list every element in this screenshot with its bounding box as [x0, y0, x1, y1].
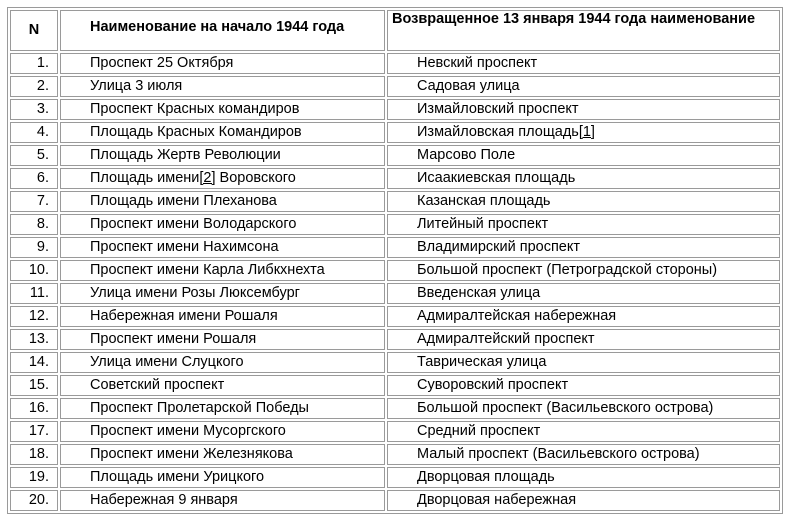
- row-number: 12.: [10, 306, 58, 327]
- top-edge: [0, 0, 786, 3]
- new-name-text: Суворовский проспект: [417, 377, 569, 393]
- old-name-cell: [60, 421, 385, 442]
- table-row: [10, 237, 780, 258]
- table-row: [10, 444, 780, 465]
- new-name-text: Казанская площадь: [417, 193, 551, 209]
- old-name-cell: [60, 145, 385, 166]
- old-name-text: Проспект имени Рошаля: [90, 331, 257, 347]
- table-wrapper: [7, 7, 783, 514]
- new-name-text: Садовая улица: [417, 78, 520, 94]
- old-name-text: Площадь имени Плеханова: [90, 193, 277, 209]
- row-number: 10.: [10, 260, 58, 281]
- new-name-text: Литейный проспект: [417, 216, 549, 232]
- street-renaming-table: [7, 7, 783, 514]
- new-name-text: Измайловская площадь: [417, 124, 579, 140]
- table-row: [10, 76, 780, 97]
- table-row: [10, 214, 780, 235]
- old-name-cell: [60, 214, 385, 235]
- old-name-text: Проспект имени Володарского: [90, 216, 297, 232]
- row-number: 6.: [10, 168, 58, 189]
- old-name-text: Советский проспект: [90, 377, 225, 393]
- old-name-cell: [60, 467, 385, 488]
- old-name-text: Набережная 9 января: [90, 492, 238, 508]
- new-name-text: Средний проспект: [417, 423, 541, 439]
- table-row: [10, 168, 780, 189]
- row-number: 9.: [10, 237, 58, 258]
- old-name-cell: [60, 122, 385, 143]
- old-name-text: Проспект Пролетарской Победы: [90, 400, 309, 416]
- old-name-cell: [60, 53, 385, 74]
- row-number: 4.: [10, 122, 58, 143]
- old-name-cell: [60, 99, 385, 120]
- new-name-text: Большой проспект (Васильевского острова): [417, 400, 714, 416]
- new-name-cell: [387, 398, 780, 419]
- table-row: [10, 260, 780, 281]
- old-name-cell: [60, 283, 385, 304]
- new-name-cell: [387, 444, 780, 465]
- row-number: 1.: [10, 53, 58, 74]
- old-name-text: Проспект имени Карла Либкхнехта: [90, 262, 325, 278]
- new-name-text: Дворцовая площадь: [417, 469, 555, 485]
- new-name-cell: [387, 122, 780, 143]
- new-name-text: Измайловский проспект: [417, 101, 579, 117]
- table-row: [10, 329, 780, 350]
- row-number: 7.: [10, 191, 58, 212]
- table-row: [10, 122, 780, 143]
- new-name-cell: [387, 191, 780, 212]
- old-name-cell: [60, 237, 385, 258]
- table-row: [10, 145, 780, 166]
- old-name-cell: [60, 398, 385, 419]
- new-name-text: Малый проспект (Васильевского острова): [417, 446, 700, 462]
- table-row: [10, 283, 780, 304]
- new-name-text: Исаакиевская площадь: [417, 170, 576, 186]
- old-name-cell: [60, 306, 385, 327]
- footnote-link[interactable]: [1]: [578, 124, 595, 140]
- table-header-row: [10, 10, 780, 51]
- row-number: 11.: [10, 283, 58, 304]
- row-number: 8.: [10, 214, 58, 235]
- new-name-text: Владимирский проспект: [417, 239, 581, 255]
- new-name-text: Большой проспект (Петроградской стороны): [417, 262, 718, 278]
- old-name-text: Площадь Жертв Революции: [90, 147, 281, 163]
- table-row: [10, 53, 780, 74]
- row-number: 18.: [10, 444, 58, 465]
- table-row: [10, 398, 780, 419]
- new-name-text: Марсово Поле: [417, 147, 516, 163]
- new-name-cell: [387, 490, 780, 511]
- row-number: 3.: [10, 99, 58, 120]
- row-number: 14.: [10, 352, 58, 373]
- old-name-text: Набережная имени Рошаля: [90, 308, 278, 324]
- new-name-cell: [387, 421, 780, 442]
- old-name-text: Площадь Красных Командиров: [90, 124, 302, 140]
- table-row: [10, 99, 780, 120]
- header-old-name: Наименование на начало 1944 года: [60, 10, 385, 51]
- row-number: 16.: [10, 398, 58, 419]
- new-name-cell: [387, 260, 780, 281]
- row-number: 5.: [10, 145, 58, 166]
- old-name-cell: [60, 260, 385, 281]
- row-number: 15.: [10, 375, 58, 396]
- table-row: [10, 306, 780, 327]
- new-name-cell: [387, 329, 780, 350]
- old-name-text: Площадь имени Урицкого: [90, 469, 265, 485]
- old-name-text: Проспект имени Железнякова: [90, 446, 293, 462]
- new-name-cell: [387, 306, 780, 327]
- new-name-text: Таврическая улица: [417, 354, 547, 370]
- new-name-cell: [387, 168, 780, 189]
- old-name-text: Проспект Красных командиров: [90, 101, 300, 117]
- table-row: [10, 375, 780, 396]
- new-name-text: Дворцовая набережная: [417, 492, 577, 508]
- table-row: [10, 421, 780, 442]
- old-name-text: Проспект 25 Октября: [90, 55, 234, 71]
- header-number: N: [10, 10, 58, 51]
- old-name-cell: [60, 444, 385, 465]
- footnote-link[interactable]: [2]: [199, 170, 216, 186]
- row-number: 17.: [10, 421, 58, 442]
- old-name-cell: [60, 375, 385, 396]
- new-name-cell: [387, 375, 780, 396]
- row-number: 13.: [10, 329, 58, 350]
- table-row: [10, 191, 780, 212]
- row-number: 19.: [10, 467, 58, 488]
- new-name-text: Адмиралтейский проспект: [417, 331, 595, 347]
- new-name-text: Невский проспект: [417, 55, 538, 71]
- old-name-text: Проспект имени Мусоргского: [90, 423, 286, 439]
- new-name-cell: [387, 145, 780, 166]
- new-name-cell: [387, 467, 780, 488]
- new-name-cell: [387, 99, 780, 120]
- old-name-tail: Воровского: [215, 170, 296, 186]
- old-name-cell: [60, 490, 385, 511]
- new-name-text: Адмиралтейская набережная: [417, 308, 617, 324]
- table-row: [10, 490, 780, 511]
- header-new-name: Возвращенное 13 января 1944 года наименование: [387, 10, 780, 51]
- row-number: 20.: [10, 490, 58, 511]
- new-name-cell: [387, 237, 780, 258]
- table-row: [10, 467, 780, 488]
- table-body: [10, 53, 780, 511]
- old-name-text: Площадь имени: [90, 170, 200, 186]
- old-name-cell: [60, 352, 385, 373]
- table-row: [10, 352, 780, 373]
- old-name-cell: [60, 168, 385, 189]
- new-name-cell: [387, 53, 780, 74]
- old-name-cell: [60, 76, 385, 97]
- new-name-cell: [387, 352, 780, 373]
- new-name-cell: [387, 283, 780, 304]
- new-name-text: Введенская улица: [417, 285, 541, 301]
- row-number: 2.: [10, 76, 58, 97]
- old-name-text: Проспект имени Нахимсона: [90, 239, 279, 255]
- new-name-cell: [387, 214, 780, 235]
- old-name-text: Улица имени Слуцкого: [90, 354, 244, 370]
- new-name-cell: [387, 76, 780, 97]
- old-name-text: Улица 3 июля: [90, 78, 183, 94]
- old-name-cell: [60, 191, 385, 212]
- old-name-cell: [60, 329, 385, 350]
- old-name-text: Улица имени Розы Люксембург: [90, 285, 300, 301]
